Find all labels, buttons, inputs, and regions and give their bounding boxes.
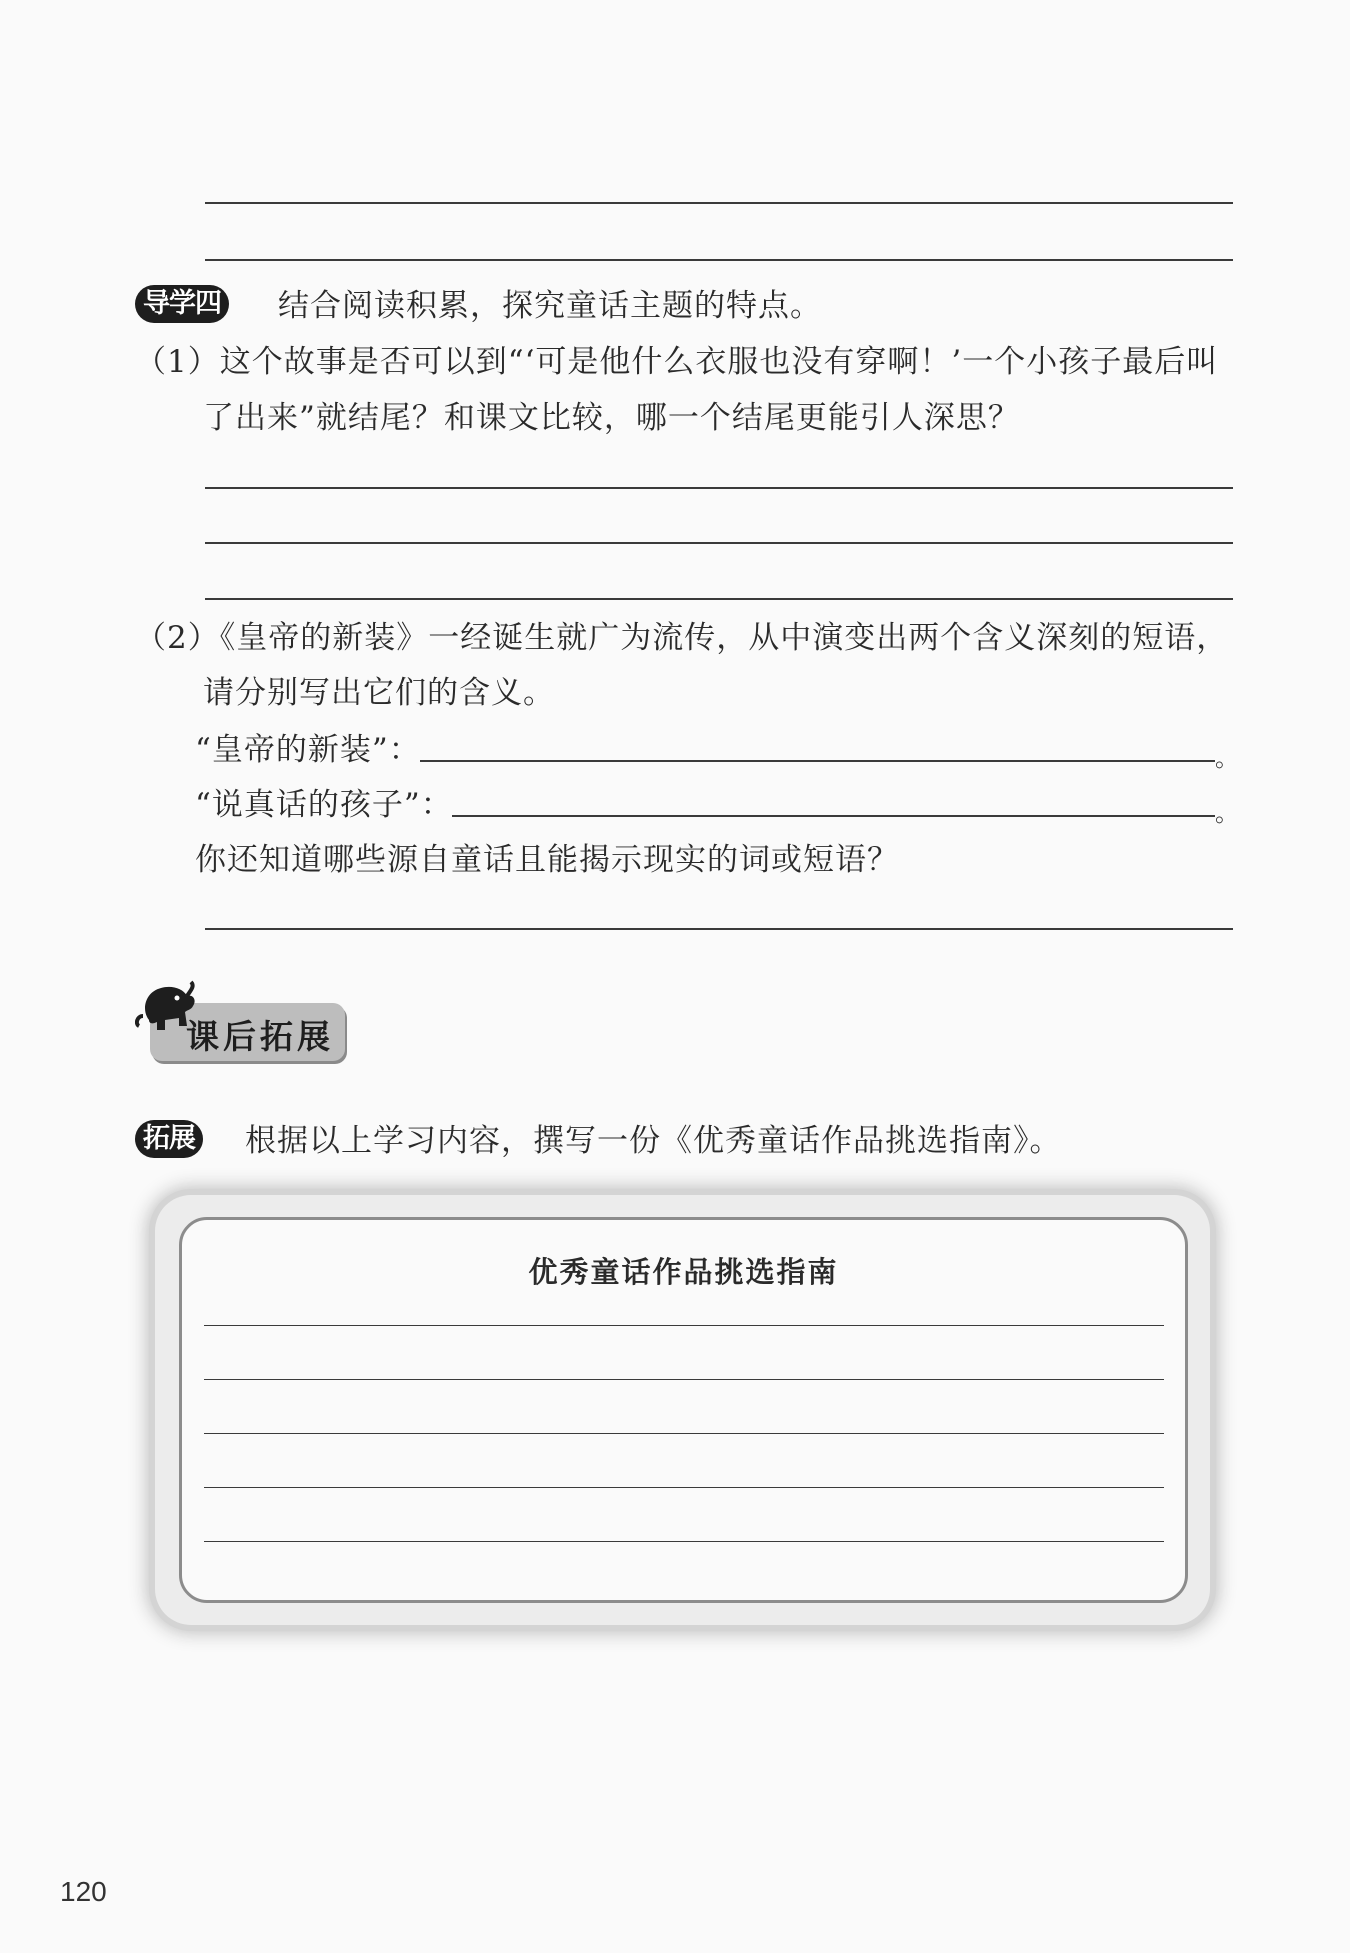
guide-four-instruction: 结合阅读积累，探究童话主题的特点。 [278, 288, 822, 324]
question-2-line-1: （2）《皇帝的新装》一经诞生就广为流传，从中演变出两个含义深刻的短语， [135, 620, 1229, 656]
answer-line[interactable] [205, 487, 1233, 489]
answer-line[interactable] [420, 760, 1215, 762]
writing-box-title: 优秀童话作品挑选指南 [528, 1255, 839, 1289]
answer-line[interactable] [452, 815, 1215, 817]
answer-line[interactable] [205, 928, 1233, 930]
question-2-line-2: 请分别写出它们的含义。 [203, 675, 555, 711]
writing-line[interactable] [204, 1325, 1164, 1326]
question-1-line-2: 了出来”就结尾？和课文比较，哪一个结尾更能引人深思？ [203, 400, 1020, 436]
question-2-line-3: 你还知道哪些源自童话且能揭示现实的词或短语？ [195, 842, 899, 878]
writing-line[interactable] [204, 1541, 1164, 1542]
writing-line[interactable] [204, 1487, 1164, 1488]
extension-instruction: 根据以上学习内容，撰写一份《优秀童话作品挑选指南》。 [245, 1123, 1062, 1159]
extension-badge: 拓展 [135, 1120, 203, 1158]
page-number: 120 [60, 1876, 107, 1907]
elephant-icon [135, 980, 199, 1048]
period-mark: 。 [1215, 744, 1240, 772]
phrase-truthful-child: “说真话的孩子”： [195, 787, 453, 823]
writing-line[interactable] [204, 1379, 1164, 1380]
period-mark: 。 [1215, 799, 1240, 827]
answer-line[interactable] [205, 202, 1233, 204]
phrase-emperor-new-clothes: “皇帝的新装”： [195, 732, 421, 768]
answer-line[interactable] [205, 259, 1233, 261]
writing-box [179, 1217, 1188, 1603]
section-title-text: 课后拓展 [186, 1017, 334, 1056]
answer-line[interactable] [205, 598, 1233, 600]
question-1-line-1: （1）这个故事是否可以到“‘可是他什么衣服也没有穿啊！’一个小孩子最后叫 [135, 344, 1219, 380]
guide-four-badge: 导学四 [135, 285, 229, 323]
writing-line[interactable] [204, 1433, 1164, 1434]
writing-box-frame [155, 1195, 1210, 1625]
answer-line[interactable] [205, 542, 1233, 544]
